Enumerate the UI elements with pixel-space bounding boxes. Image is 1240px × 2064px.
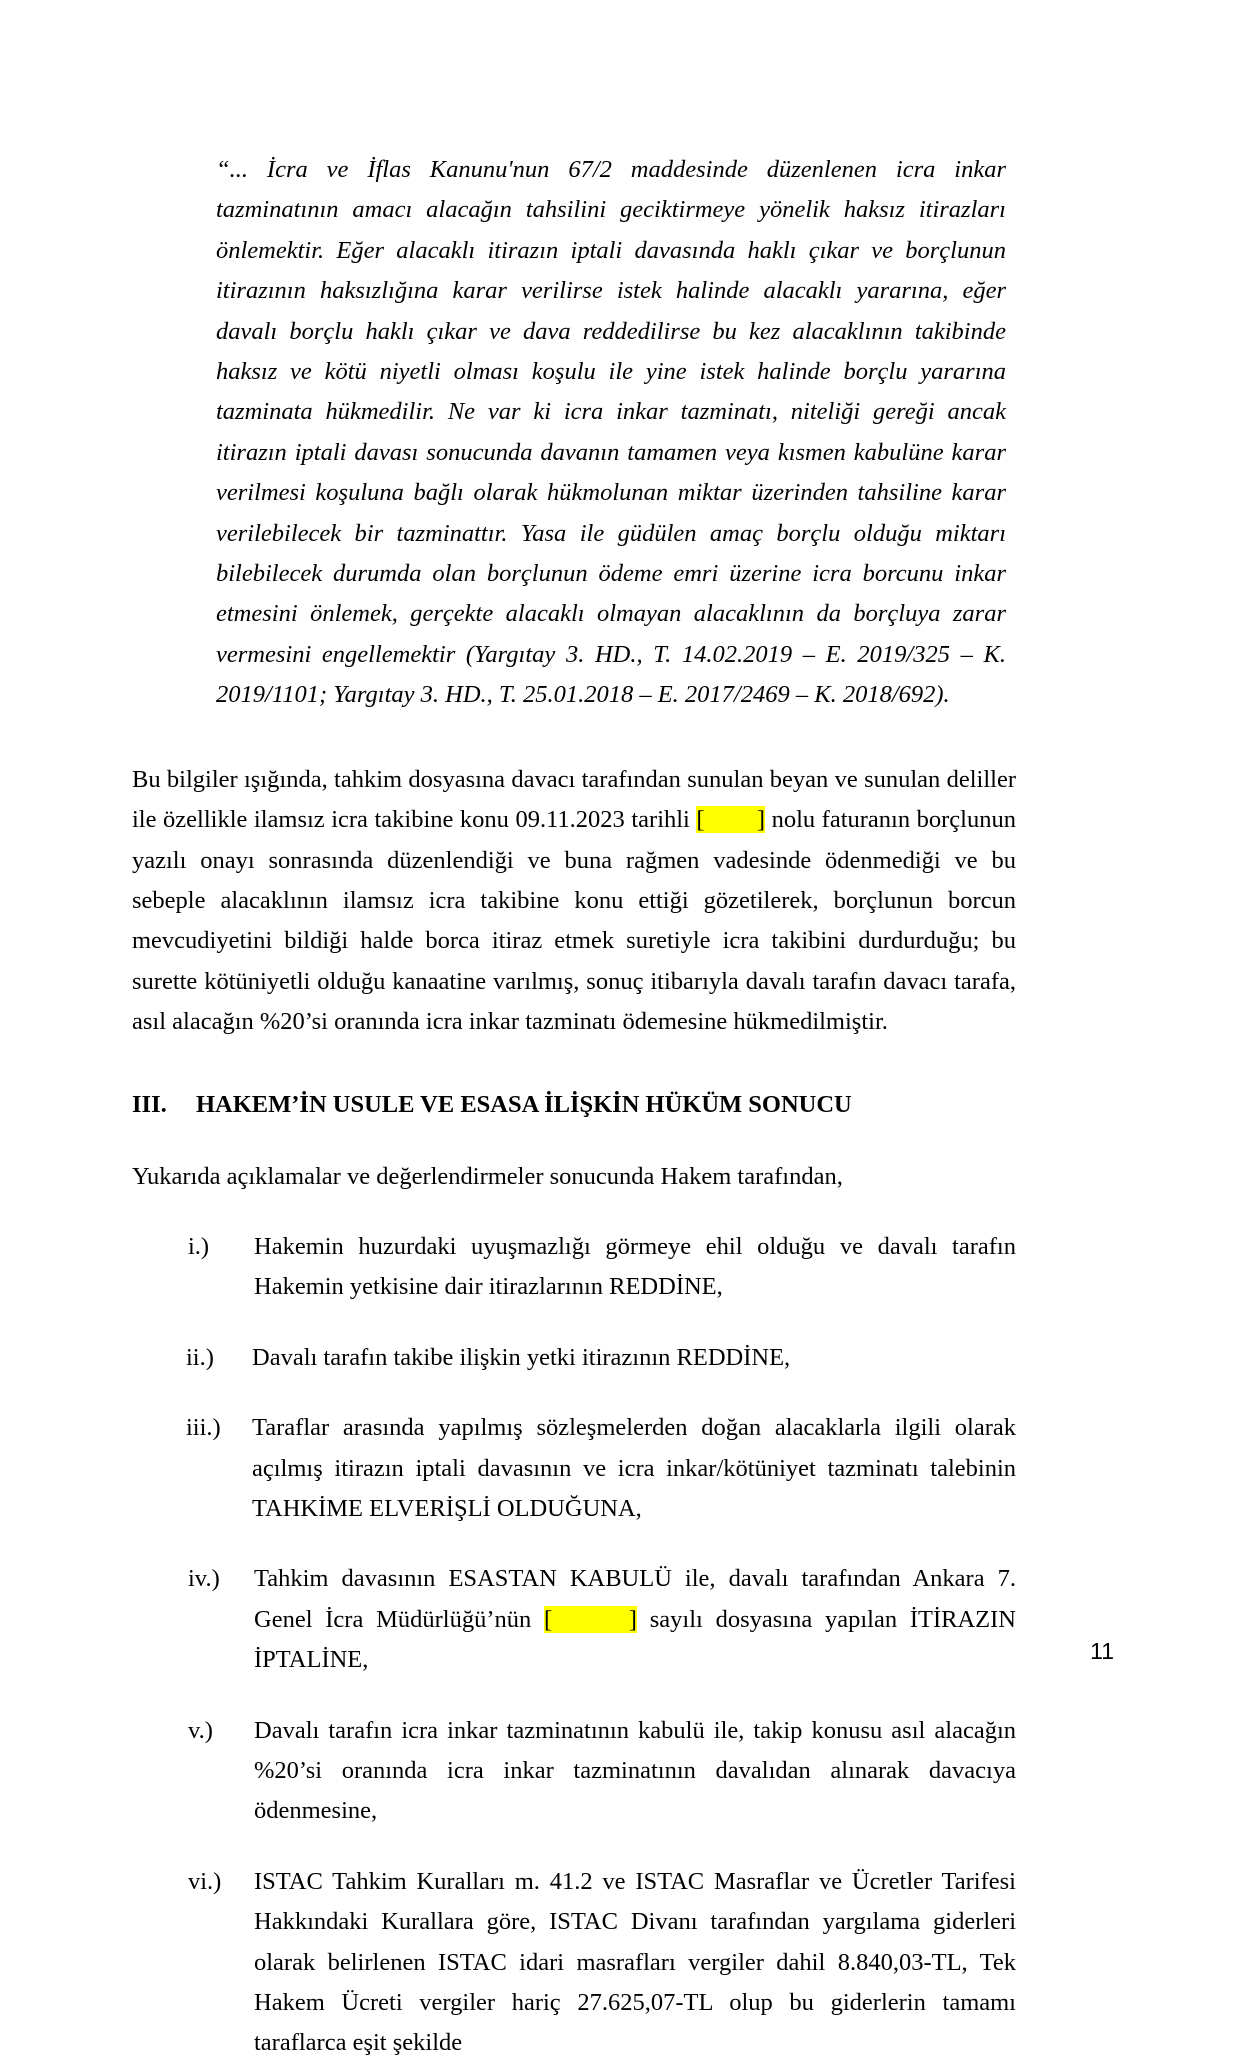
list-item-text-after: sayılı dosyasına yapılan İTİRAZIN İPTALİNE, (254, 1605, 1016, 1674)
list-item-text (254, 1559, 1016, 1680)
list-item (132, 1559, 1016, 1680)
page-number: 11 (1090, 1638, 1114, 1664)
section-heading-number: III. (132, 1090, 167, 1118)
list-item-marker: iv.) (188, 1565, 220, 1593)
paragraph-1-part-2: nolu faturanın borçlunun yazılı onayı sonrasında düzenlendiği ve buna rağmen vadesinde ödenmediği ve bu sebeple alacaklının ilamsız icra takibine konu ettiği gözetilerek, borçlunun borcun mevcudiyetini bildiği halde borca itiraz etmek suretiyle icra takibini durdurduğu; bu surette kötüniyetli olduğu kanaatine varılmış, sonuç itibarıyla davalı tarafın davacı tarafa, asıl alacağın %20’si oranında icra inkar tazminatı ödemesine hükmedilmiştir. (132, 806, 1016, 1036)
list-item-marker: vi.) (188, 1867, 222, 1895)
section-heading-title: HAKEM’İN USULE VE ESASA İLİŞKİN HÜKÜM SONUCU (196, 1090, 852, 1118)
lead-paragraph: Yukarıda açıklamalar ve değerlendirmeler sonucunda Hakem tarafından, (132, 1162, 843, 1190)
redaction-highlight-file-number: [ ] (544, 1605, 637, 1633)
list-item-text: Davalı tarafın takibe ilişkin yetki itirazının REDDİNE, (252, 1343, 791, 1371)
list-item-text: ISTAC Tahkim Kuralları m. 41.2 ve ISTAC Masraflar ve Ücretler Tarifesi Hakkındaki Kurallara göre, ISTAC Divanı tarafından yargılama giderleri olarak belirlenen ISTAC idari masrafları vergiler dahil 8.840,03-TL, Tek Hakem Ücreti vergiler hariç 27.625,07-TL olup bu giderlerin tamamı taraflarca eşit şekilde (254, 1867, 1016, 2057)
quotation-block (216, 150, 1006, 716)
section-heading-iii (132, 1089, 1016, 1121)
list-item-marker: iii.) (186, 1414, 221, 1442)
list-item-text-before: Tahkim davasının ESASTAN KABULÜ ile, davalı tarafından Ankara 7. Genel İcra Müdürlüğü’nün (254, 1565, 1016, 1633)
list-item-text: Davalı tarafın icra inkar tazminatının kabulü ile, takip konusu asıl alacağın %20’si oranında icra inkar tazminatının davalıdan alınarak davacıya ödenmesine, (254, 1716, 1016, 1825)
list-item (132, 1862, 1016, 2064)
list-item (132, 1227, 1016, 1308)
redaction-highlight-invoice: [ ] (696, 806, 766, 834)
body-paragraph-1 (132, 760, 1016, 1043)
list-item (132, 1408, 1016, 1529)
quotation-text: “... İcra ve İflas Kanunu'nun 67/2 maddesinde düzenlenen icra inkar tazminatının amacı alacağın tahsilini geciktirmeye yönelik haksız itirazları önlemektir. Eğer alacaklı itirazın iptali davasında haklı çıkar ve borçlunun itirazının haksızlığına karar verilirse istek halinde alacaklı yararına, eğer davalı borçlu haklı çıkar ve dava reddedilirse bu kez alacaklının takibinde haksız ve kötü niyetli olması koşulu ile yine istek halinde borçlu yararına tazminata hükmedilir. Ne var ki icra inkar tazminatı, niteliği gereği ancak itirazın iptali davası sonucunda davanın tamamen veya kısmen kabulüne karar verilmesi koşuluna bağlı olarak hükmolunan miktar üzerinden tahsiline karar verilebilecek bir tazminattır. Yasa ile güdülen amaç borçlu olduğu miktarı bilebilecek durumda olan borçlunun ödeme emri üzerine icra borcunu inkar etmesini önlemek, gerçekte alacaklı olmayan alacaklının da borçluya zarar vermesini engellemektir (Yargıtay 3. HD., T. 14.02.2019 – E. 2019/325 – K. 2019/1101; Yargıtay 3. HD., T. 25.01.2018 – E. 2017/2469 – K. 2018/692). (216, 156, 1006, 709)
list-item (132, 1338, 1016, 1378)
list-item-text: Taraflar arasında yapılmış sözleşmelerden doğan alacaklarla ilgili olarak açılmış itirazın iptali davasının ve icra inkar/kötüniyet tazminatı talebinin TAHKİME ELVERİŞLİ OLDUĞUNA, (252, 1414, 1016, 1522)
paragraph-1-part-1: Bu bilgiler ışığında, tahkim dosyasına davacı tarafından sunulan beyan ve sunulan deliller ile özellikle ilamsız icra takibine konu 09.11.2023 tarihli (132, 765, 1016, 834)
list-item-marker: v.) (188, 1716, 213, 1744)
list-item-marker: i.) (188, 1232, 210, 1260)
ruling-list (132, 1227, 1016, 2064)
list-item-marker: ii.) (186, 1343, 214, 1371)
list-item-text: Hakemin huzurdaki uyuşmazlığı görmeye ehil olduğu ve davalı tarafın Hakemin yetkisine dair itirazlarının REDDİNE, (254, 1232, 1016, 1301)
list-item (132, 1711, 1016, 1832)
